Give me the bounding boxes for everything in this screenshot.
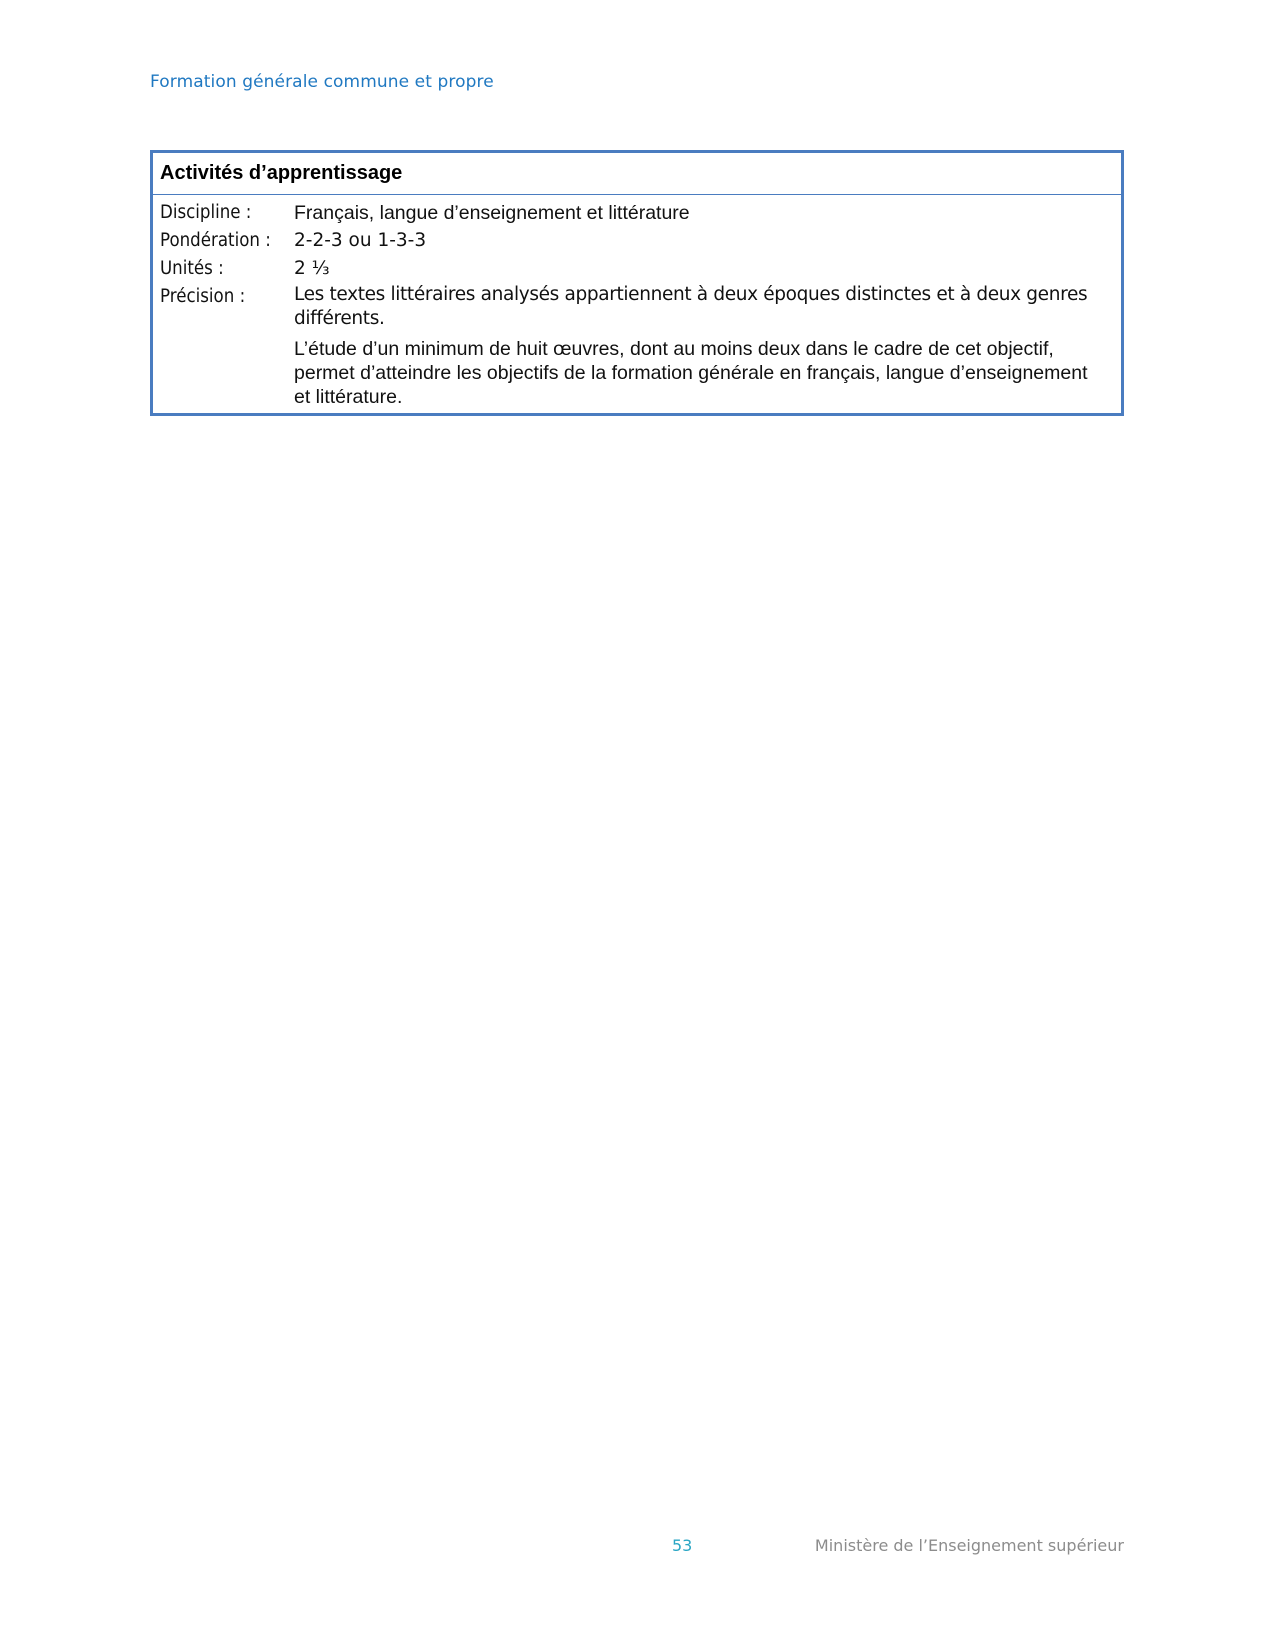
precision-label: Précision :: [160, 286, 246, 307]
precision-paragraph-1: Les textes littéraires analysés appartiennent à deux époques distinctes et à deux genres différents.: [294, 284, 1088, 329]
page-number: 53: [672, 1536, 693, 1555]
units-label: Unités :: [160, 258, 224, 279]
learning-activities-box: [150, 150, 1124, 416]
box-body: [153, 195, 1121, 409]
units-value: 2 ⅓: [294, 258, 330, 279]
weighting-label: Pondération :: [160, 230, 271, 251]
discipline-row: [160, 199, 1107, 227]
footer-organization: Ministère de l’Enseignement supérieur: [814, 1536, 1124, 1555]
precision-row: [160, 283, 1107, 409]
running-header: Formation générale commune et propre: [150, 72, 494, 92]
precision-value: [294, 283, 1107, 409]
weighting-row: [160, 227, 1107, 255]
discipline-value: Français, langue d’enseignement et littérature: [294, 202, 690, 224]
box-heading: Activités d’apprentissage: [153, 153, 1121, 195]
discipline-label: Discipline :: [160, 202, 252, 223]
units-row: [160, 255, 1107, 283]
precision-paragraph-2: L’étude d’un minimum de huit œuvres, dont au moins deux dans le cadre de cet objectif, permet d’atteindre les objectifs de la formation générale en français, langue d’enseignement et littérature.: [294, 338, 1088, 408]
weighting-value: 2-2-3 ou 1-3-3: [294, 230, 427, 251]
